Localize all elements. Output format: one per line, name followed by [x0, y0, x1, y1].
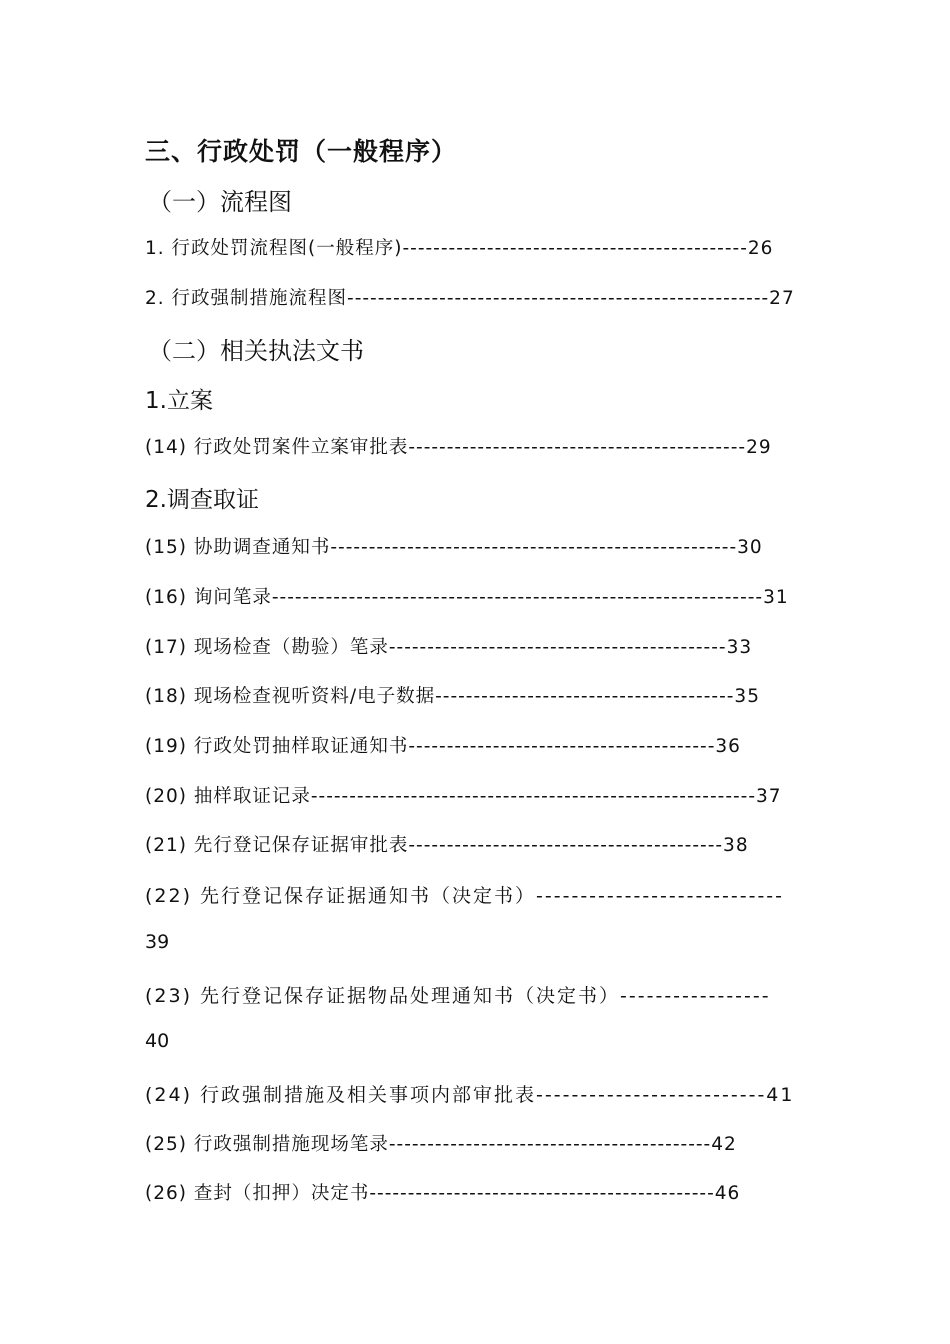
subsection-title-documents: （二）相关执法文书	[148, 337, 364, 365]
toc-entry: (15) 协助调查通知书-----------------------------------------------------30	[145, 537, 763, 558]
toc-entry: (24) 行政强制措施及相关事项内部审批表--------------------------41	[145, 1084, 795, 1106]
toc-entry: (26) 查封（扣押）决定书---------------------------------------------46	[145, 1183, 741, 1204]
section-title: 三、行政处罚（一般程序）	[145, 137, 458, 166]
toc-entry: (19) 行政处罚抽样取证通知书----------------------------------------36	[145, 736, 741, 757]
toc-entry-page-number: 40	[145, 1030, 170, 1052]
toc-entry: (22) 先行登记保存证据通知书（决定书）----------------------------	[145, 885, 785, 907]
toc-entry: 1. 行政处罚流程图(一般程序)---------------------------------------------26	[145, 238, 774, 259]
toc-entry: (14) 行政处罚案件立案审批表--------------------------------------------29	[145, 437, 772, 458]
group-title-investigation: 2.调查取证	[145, 487, 259, 513]
toc-entry-page-number: 39	[145, 931, 170, 953]
toc-entry: (25) 行政强制措施现场笔录------------------------------------------42	[145, 1134, 737, 1155]
toc-entry: (17) 现场检查（勘验）笔录--------------------------------------------33	[145, 637, 753, 658]
toc-entry: 2. 行政强制措施流程图-------------------------------------------------------27	[145, 288, 795, 309]
toc-entry: (20) 抽样取证记录----------------------------------------------------------37	[145, 786, 782, 807]
subsection-title-flowcharts: （一）流程图	[148, 188, 292, 216]
toc-entry: (23) 先行登记保存证据物品处理通知书（决定书）-----------------	[145, 985, 771, 1007]
group-title-filing: 1.立案	[145, 388, 213, 414]
toc-entry: (16) 询问笔录----------------------------------------------------------------31	[145, 587, 789, 608]
toc-entry: (21) 先行登记保存证据审批表-----------------------------------------38	[145, 835, 749, 856]
toc-entry: (18) 现场检查视听资料/电子数据---------------------------------------35	[145, 686, 760, 707]
